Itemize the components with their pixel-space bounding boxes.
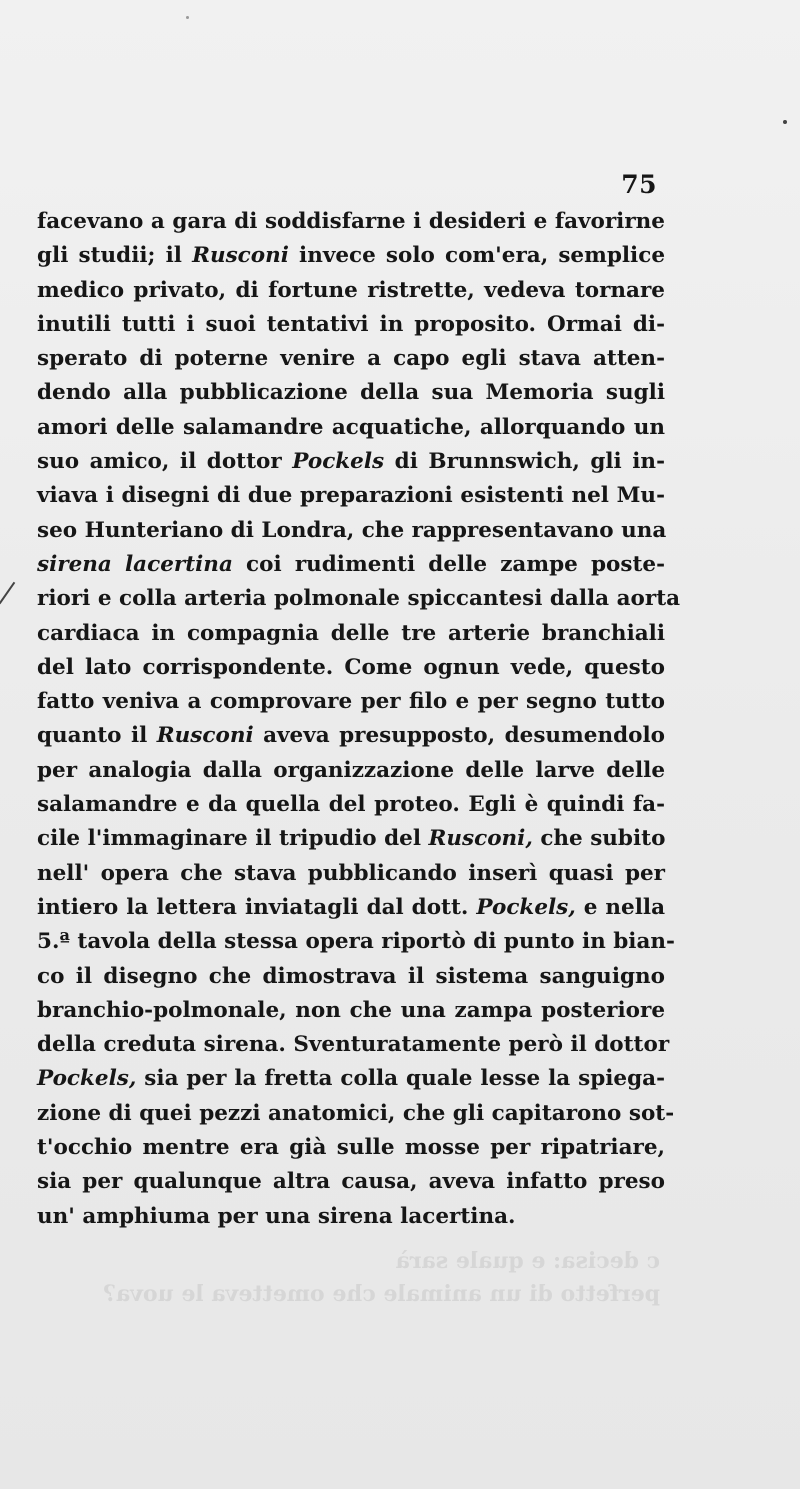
text-segment: invece solo com'era, semplice [288,243,665,269]
text-segment: suo amico, il dottor [37,449,293,475]
text-segment: che subito [532,826,666,852]
text-segment: di Brunnswich, gli in- [384,449,665,475]
text-line [37,960,665,994]
text-line [37,1097,675,1131]
text-line [37,376,665,410]
text-segment: viava i disegni di due preparazioni esistenti nel Mu- [37,483,665,509]
italic-name: Pockels, [37,1066,137,1092]
text-segment: fatto veniva a comprovare per filo e per segno tutto [37,689,665,715]
text-segment: aveva presupposto, desumendolo [253,723,665,749]
italic-name: Pockels [292,449,385,475]
body-text [37,205,681,1234]
text-segment: della creduta sirena. Sventuratamente però il dottor [37,1032,670,1058]
text-segment: t'occhio mentre era già sulle mosse per ripatriare, [37,1135,665,1161]
text-line [37,994,665,1028]
text-line [37,1165,665,1199]
page-number: 75 [621,170,657,199]
text-segment: nell' opera che stava pubblicando inserì quasi per [37,860,665,886]
text-segment: medico privato, di fortune ristrette, vedeva tornare [37,277,665,303]
text-line [37,788,665,822]
text-segment: amori delle salamandre acquatiche, allorquando un [37,414,665,440]
italic-name: sirena lacertina [37,551,233,577]
text-segment: seo Hunteriano di Londra, che rappresentavano una [37,517,667,543]
text-segment: sperato di poterne venire a capo egli stava atten- [37,346,665,372]
text-line [37,754,665,788]
page-mark [783,120,787,124]
text-segment: cardiaca in compagnia delle tre arterie branchiali [37,620,665,646]
italic-name: Rusconi [156,723,254,749]
text-segment: sia per qualunque altra causa, aveva infatto preso [37,1169,665,1195]
text-line [37,308,665,342]
bleed-through-text: perfetto di un animale che ometteva le uova? [103,1281,660,1307]
text-segment: riori e colla arteria polmonale spiccantesi dalla aorta [37,586,681,612]
text-line [37,548,665,582]
text-segment: un' amphiuma per una sirena lacertina. [37,1203,516,1229]
text-segment: quanto il [37,723,157,749]
text-segment: intiero la lettera inviatagli dal dott. [37,894,477,920]
bleed-through-text: c decisa: e quale sarà [395,1248,660,1274]
text-line [37,1028,670,1062]
text-segment: 5.ª tavola della stessa opera riportò di punto in bian- [37,929,675,955]
text-segment: dendo alla pubblicazione della sua Memoria sugli [37,380,665,406]
text-line [37,514,665,548]
text-segment: sia per la fretta colla quale lesse la spiega- [136,1066,665,1092]
text-segment: gli studii; il [37,243,193,269]
text-line [37,411,665,445]
italic-name: Rusconi, [428,826,533,852]
text-segment: facevano a gara di soddisfarne i desideri e favorirne [37,209,665,234]
text-line [37,685,665,719]
text-line [37,342,665,376]
text-line [37,822,665,856]
text-segment: coi rudimenti delle zampe poste- [232,551,665,577]
text-line [37,651,665,685]
text-line [37,925,675,959]
italic-name: Rusconi [192,243,289,269]
text-segment: per analogia dalla organizzazione delle larve delle [37,757,665,783]
text-segment: cile l'immaginare il tripudio del [37,826,429,852]
text-line [37,857,665,891]
text-line [37,205,665,239]
text-line [37,1131,665,1165]
text-line [37,719,665,753]
text-line [37,1200,665,1234]
text-line [37,1062,665,1096]
text-line [37,891,665,925]
text-segment: inutili tutti i suoi tentativi in proposito. Ormai di- [37,311,665,337]
text-line [37,445,665,479]
text-segment: salamandre e da quella del proteo. Egli è quindi fa- [37,792,665,818]
text-segment: zione di quei pezzi anatomici, che gli capitarono sot- [37,1100,675,1126]
text-segment: del lato corrispondente. Come ognun vede, questo [37,654,665,680]
page-mark [186,16,189,19]
text-line [37,274,665,308]
italic-name: Pockels, [476,894,576,920]
text-line [37,479,665,513]
text-segment: co il disegno che dimostrava il sistema sanguigno [37,963,665,989]
text-line [37,617,665,651]
text-line [37,582,681,616]
text-line [37,239,665,273]
text-segment: e nella [575,894,665,920]
page-mark [0,582,15,604]
text-segment: branchio-polmonale, non che una zampa posteriore [37,997,665,1023]
